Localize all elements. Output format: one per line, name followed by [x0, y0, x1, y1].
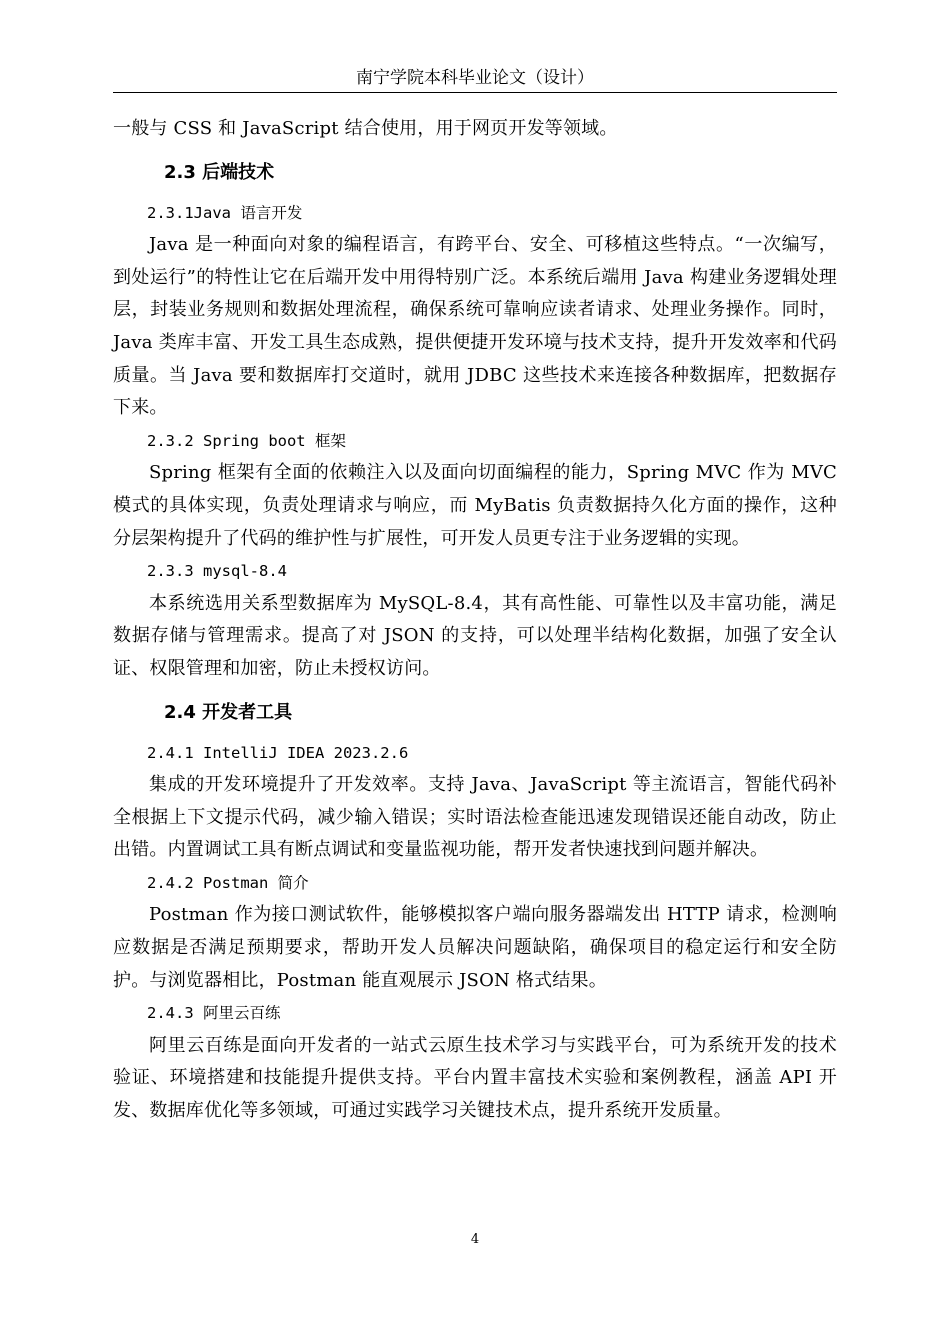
- subsection-heading-aliyun-bailian: 2.4.3 阿里云百练: [147, 1004, 281, 1023]
- section-heading-backend: 2.3 后端技术: [164, 161, 275, 183]
- intro-paragraph: 一般与 CSS 和 JavaScript 结合使用，用于网页开发等领域。: [113, 118, 618, 139]
- page-number: 4: [470, 1232, 480, 1247]
- paragraph-intellij: 集成的开发环境提升了开发效率。支持 Java、JavaScript 等主流语言，智能代码补全根据上下文提示代码，减少输入错误；实时语法检查能迅速发现错误还能自动改，防止出错。内置调试工具有断点调试和变量监视功能，帮开发者快速找到问题并解决。: [113, 774, 837, 861]
- subsection-heading-postman: 2.4.2 Postman 简介: [147, 873, 309, 892]
- paragraph-mysql: 本系统选用关系型数据库为 MySQL-8.4，其有高性能、可靠性以及丰富功能，满足数据存储与管理需求。提高了对 JSON 的支持，可以处理半结构化数据，加强了安全认证、权限管理和加密，防止未授权访问。: [113, 592, 837, 679]
- page-header: 南宁学院本科毕业论文（设计）: [113, 66, 837, 93]
- subsection-heading-spring-boot: 2.3.2 Spring boot 框架: [147, 431, 346, 450]
- subsection-heading-mysql: 2.3.3 mysql-8.4: [147, 562, 287, 581]
- subsection-heading-intellij: 2.4.1 IntelliJ IDEA 2023.2.6: [147, 743, 409, 762]
- document-body: [113, 113, 837, 1128]
- paragraph-aliyun-bailian: 阿里云百练是面向开发者的一站式云原生技术学习与实践平台，可为系统开发的技术验证、环境搭建和技能提升提供支持。平台内置丰富技术实验和案例教程，涵盖 API 开发、数据库优化等多领域，可通过实践学习关键技术点，提升系统开发质量。: [113, 1034, 837, 1122]
- paragraph-spring-boot: Spring 框架有全面的依赖注入以及面向切面编程的能力，Spring MVC 作为 MVC 模式的具体实现，负责处理请求与响应，而 MyBatis 负责数据持久化方面的操作，这种分层架构提升了代码的维护性与扩展性，可开发人员更专注于业务逻辑的实现。: [113, 462, 837, 549]
- subsection-heading-java: 2.3.1Java 语言开发: [147, 203, 303, 222]
- paragraph-java: Java 是一种面向对象的编程语言，有跨平台、安全、可移植这些特点。“一次编写，到处运行”的特性让它在后端开发中用得特别广泛。本系统后端用 Java 构建业务逻辑处理层，封装业务规则和数据处理流程，确保系统可靠响应读者请求、处理业务操作。同时，Java 类库丰富、开发工具生态成熟，提供便捷开发环境与技术支持，提升开发效率和代码质量。当 Java 要和数据库打交道时，就用 JDBC 这些技术来连接各种数据库，把数据存下来。: [113, 234, 837, 419]
- section-heading-dev-tools: 2.4 开发者工具: [164, 701, 293, 723]
- paragraph-postman: Postman 作为接口测试软件，能够模拟客户端向服务器端发出 HTTP 请求，检测响应数据是否满足预期要求，帮助开发人员解决问题缺陷，确保项目的稳定运行和安全防护。与浏览器相比，Postman 能直观展示 JSON 格式结果。: [113, 904, 837, 991]
